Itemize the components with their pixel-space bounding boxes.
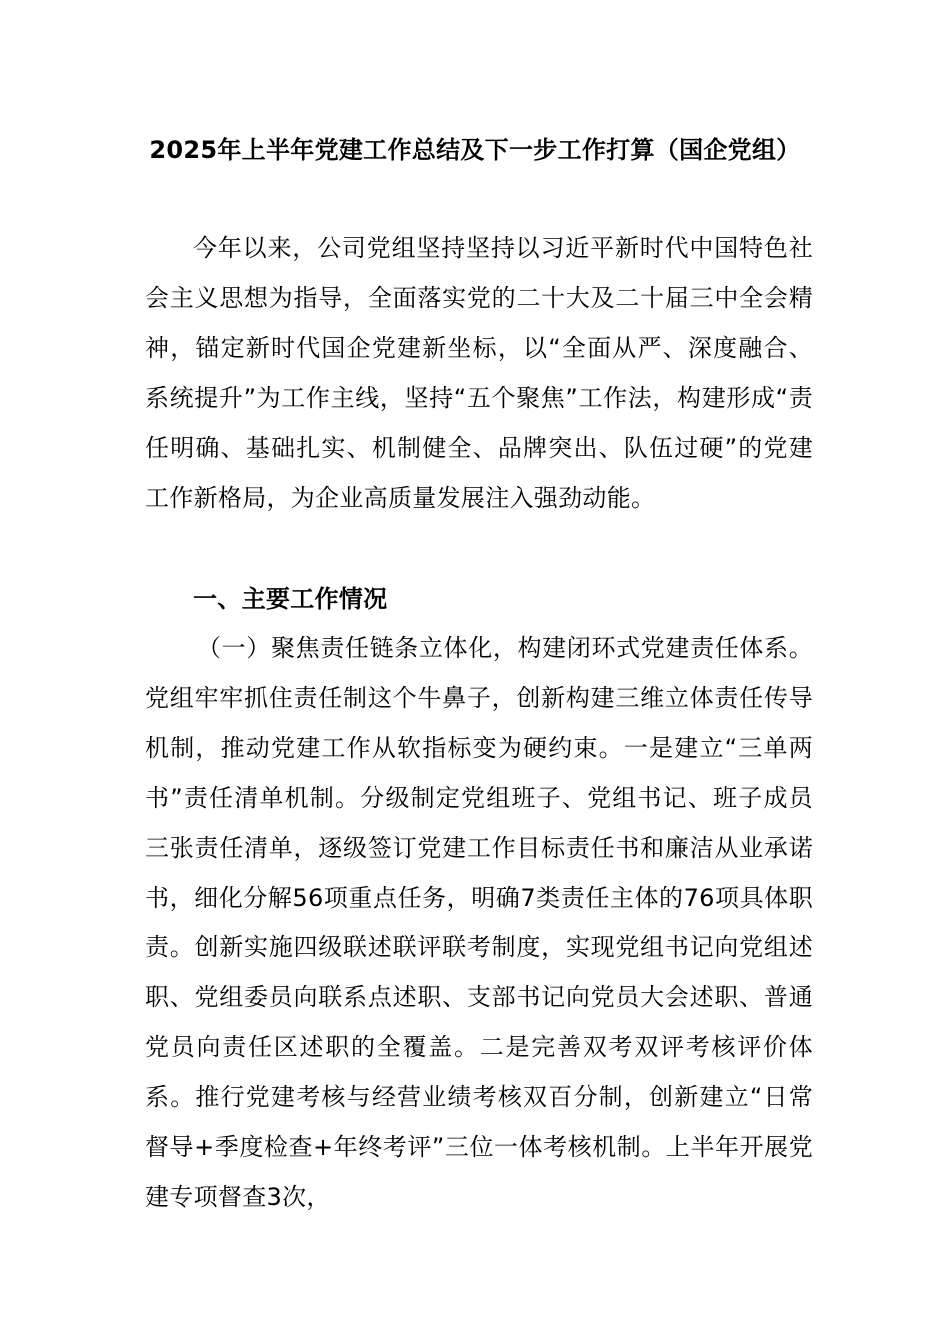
document-title: 2025年上半年党建工作总结及下一步工作打算（国企党组） <box>149 136 801 164</box>
body-paragraph: （一）聚焦责任链条立体化，构建闭环式党建责任体系。党组牢牢抓住责任制这个牛鼻子，创新构建三维立体责任传导机制，推动党建工作从软指标变为硬约束。一是建立“三单两书”责任清单机制。分级制定党组班子、党组书记、班子成员三张责任清单，逐级签订党建工作目标责任书和廉洁从业承诺书，细化分解56项重点任务，明确7类责任主体的76项具体职责。创新实施四级联述联评联考制度，实现党组书记向党组述职、党组委员向联系点述职、支部书记向党员大会述职、普通党员向责任区述职的全覆盖。二是完善双考双评考核评价体系。推行党建考核与经营业绩考核双百分制，创新建立“日常督导+季度检查+年终考评”三位一体考核机制。上半年开展党建专项督查3次， <box>145 634 814 1211</box>
intro-paragraph: 今年以来，公司党组坚持坚持以习近平新时代中国特色社会主义思想为指导，全面落实党的二十大及二十届三中全会精神，锚定新时代国企党建新坐标，以“全面从严、深度融合、系统提升”为工作主线，坚持“五个聚焦”工作法，构建形成“责任明确、基础扎实、机制健全、品牌突出、队伍过硬”的党建工作新格局，为企业高质量发展注入强劲动能。 <box>145 234 814 512</box>
section-heading: 一、主要工作情况 <box>193 585 388 613</box>
